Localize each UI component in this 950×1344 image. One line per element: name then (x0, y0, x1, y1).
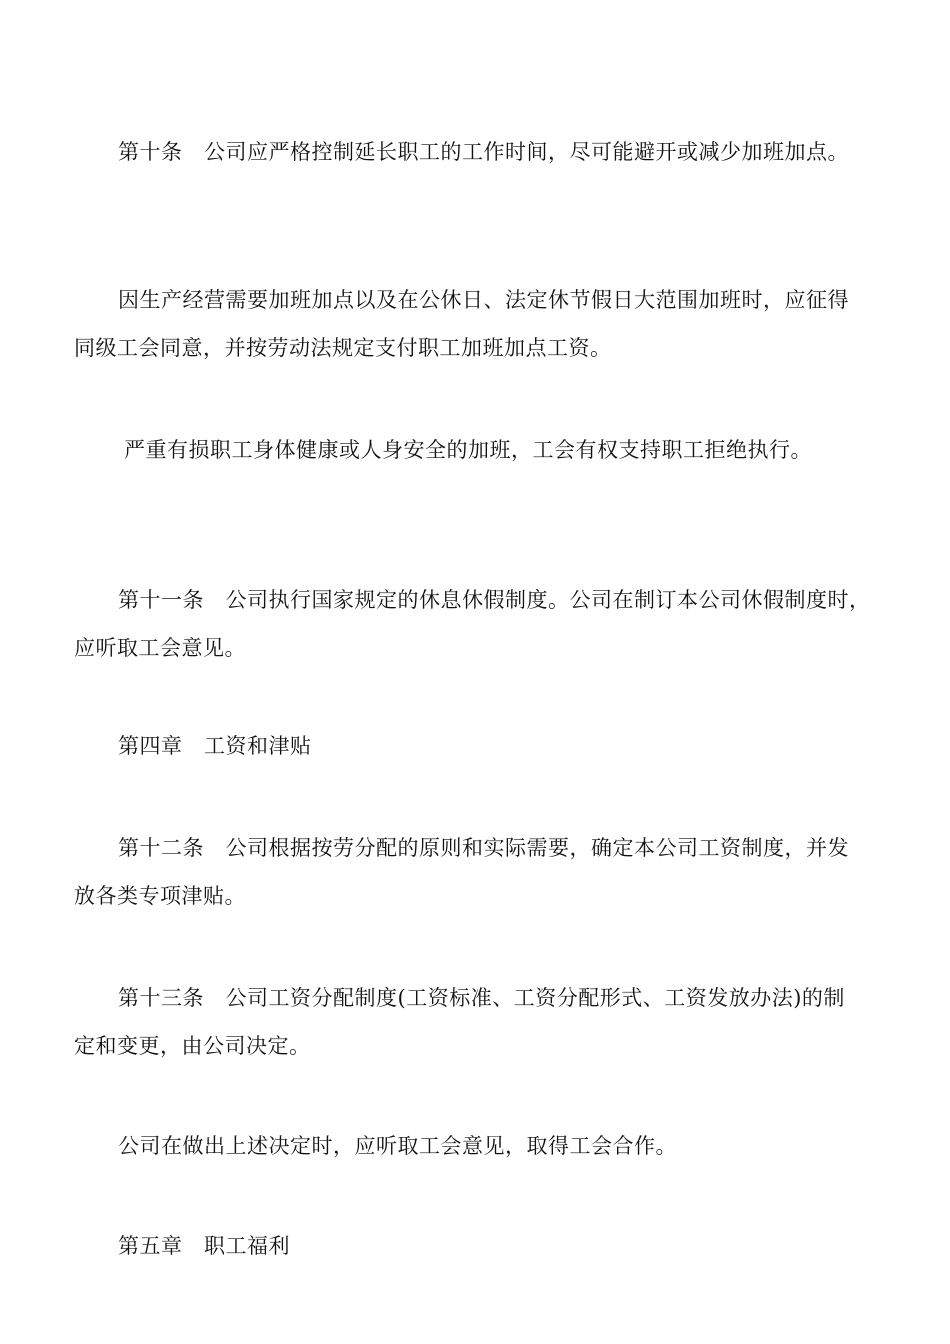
paragraph-line: 第五章 职工福利 (118, 1234, 290, 1258)
overtime-consent-paragraph (74, 276, 884, 372)
paragraph-line: 第十一条 公司执行国家规定的休息休假制度。公司在制订本公司休假制度时， (118, 588, 871, 612)
article-13-paragraph (74, 974, 884, 1070)
paragraph-line: 严重有损职工身体健康或人身安全的加班，工会有权支持职工拒绝执行。 (124, 438, 812, 462)
union-cooperation-paragraph (74, 1122, 884, 1170)
paragraph-line: 因生产经营需要加班加点以及在公休日、法定休节假日大范围加班时，应征得 (118, 288, 849, 312)
refuse-overtime-paragraph (74, 426, 884, 474)
paragraph-line: 第四章 工资和津贴 (118, 734, 312, 758)
chapter-5-heading (74, 1222, 884, 1270)
paragraph-line: 第十二条 公司根据按劳分配的原则和实际需要，确定本公司工资制度，并发 (118, 836, 849, 860)
paragraph-line: 第十三条 公司工资分配制度(工资标准、工资分配形式、工资发放办法)的制 (118, 986, 845, 1010)
article-12-paragraph (74, 824, 884, 920)
paragraph-line: 第十条 公司应严格控制延长职工的工作时间，尽可能避开或减少加班加点。 (118, 140, 849, 164)
article-11-paragraph (74, 576, 884, 672)
chapter-4-heading (74, 722, 884, 770)
paragraph-line: 同级工会同意，并按劳动法规定支付职工加班加点工资。 (74, 336, 612, 360)
article-10-paragraph (74, 128, 884, 176)
paragraph-line: 放各类专项津贴。 (74, 884, 246, 908)
paragraph-line: 公司在做出上述决定时，应听取工会意见，取得工会合作。 (118, 1134, 677, 1158)
paragraph-line: 应听取工会意见。 (74, 636, 246, 660)
paragraph-line: 定和变更，由公司决定。 (74, 1034, 311, 1058)
